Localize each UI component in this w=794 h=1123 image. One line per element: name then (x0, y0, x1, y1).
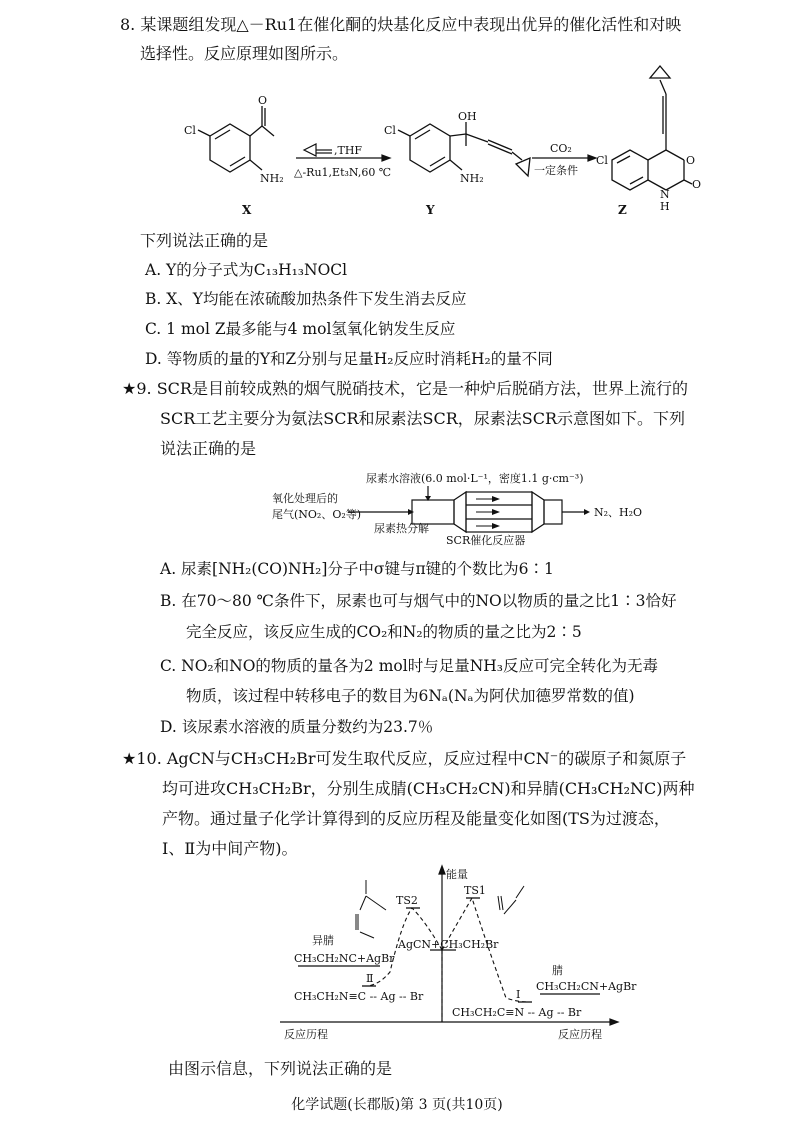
q9-output-label: N₂、H₂O (594, 506, 643, 519)
x-nh2-label: NH₂ (260, 172, 284, 185)
ts1-label: TS1 (464, 884, 486, 897)
q9-scr-diagram (270, 468, 670, 548)
iso-product-label: CH₃CH₂NC+AgBr (294, 952, 395, 965)
inter2-formula: CH₃CH₂N≡C -- Ag -- Br (294, 990, 424, 1003)
label-y: Y (426, 203, 435, 217)
q9-option-c-line2: 物质，该过程中转移电子的数目为6Nₐ(Nₐ为阿伏加德罗常数的值) (186, 687, 635, 705)
condition-label: 一定条件 (534, 164, 578, 177)
q10-prompt: 由图示信息，下列说法正确的是 (168, 1059, 393, 1078)
z-h-label: H (660, 200, 670, 213)
q9-urea-decomp-label: 尿素热分解 (374, 522, 429, 535)
y-nh2-label: NH₂ (460, 172, 484, 185)
co2-label: CO₂ (550, 142, 572, 155)
q10-stem-line3: 产物。通过量子化学计算得到的反应历程及能量变化如图(TS为过渡态， (162, 809, 670, 828)
q9-stem-line3: 说法正确的是 (160, 439, 257, 458)
y-oh-label: OH (458, 110, 477, 123)
molecule-y (398, 122, 530, 176)
q9-option-c-line1: C. NO₂和NO的物质的量各为2 mol时与足量NH₃反应可完全转化为无毒 (160, 657, 658, 675)
nitrile-label: 腈 (552, 964, 563, 977)
start-state-label: AgCN+CH₃CH₂Br (398, 938, 499, 951)
page-footer: 化学试题(长郡版)第 3 页(共10页) (291, 1097, 503, 1113)
q8-option-c: C. 1 mol Z最多能与4 mol氢氧化钠发生反应 (145, 320, 456, 338)
q10-stem-line2: 均可进攻CH₃CH₂Br，分别生成腈(CH₃CH₂CN)和异腈(CH₃CH₂NC)两种 (162, 779, 695, 798)
molecule-x (198, 106, 274, 172)
q8-option-d: D. 等物质的量的Y和Z分别与足量H₂反应时消耗H₂的量不同 (145, 350, 553, 368)
q9-exhaust-label-2: 尾气(NO₂、O₂等) (272, 508, 362, 521)
q9-exhaust-label-1: 氧化处理后的 (272, 492, 338, 505)
molecule-z (612, 66, 692, 190)
q9-stem-line2: SCR工艺主要分为氨法SCR和尿素法SCR，尿素法SCR示意图如下。下列 (160, 409, 686, 428)
q9-option-b-line1: B. 在70～80 ℃条件下，尿素也可与烟气中的NO以物质的量之比1∶3恰好 (160, 592, 677, 610)
q8-option-a: A. Y的分子式为C₁₃H₁₃NOCl (145, 261, 348, 279)
q9-option-b-line2: 完全反应，该反应生成的CO₂和N₂的物质的量之比为2∶5 (186, 623, 582, 641)
label-z: Z (618, 203, 627, 217)
axis-right-label: 反应历程 (558, 1028, 602, 1041)
q10-energy-profile (280, 862, 637, 1042)
q9-urea-solution-label: 尿素水溶液(6.0 mol·L⁻¹，密度1.1 g·cm⁻³) (366, 472, 584, 485)
q8-prompt: 下列说法正确的是 (140, 231, 269, 250)
reagent-top: ,THF (334, 144, 363, 157)
x-cl-label: Cl (184, 124, 196, 137)
ts2-label: TS2 (396, 894, 418, 907)
inter2-label: Ⅱ (366, 972, 374, 985)
axis-left-label: 反应历程 (284, 1028, 328, 1041)
z-o-carbonyl-label: O (692, 178, 702, 191)
z-n-label: N (660, 188, 670, 201)
z-o-ring-label: O (686, 154, 696, 167)
q8-stem-line2: 选择性。反应原理如图所示。 (140, 44, 349, 63)
z-cl-label: Cl (596, 154, 608, 167)
x-o-label: O (258, 94, 268, 107)
q9-reactor-label: SCR催化反应器 (446, 534, 526, 547)
y-cl-label: Cl (384, 124, 396, 137)
isonitrile-label: 异腈 (312, 934, 334, 947)
energy-axis-label: 能量 (446, 868, 468, 881)
inter1-formula: CH₃CH₂C≡N -- Ag -- Br (452, 1006, 582, 1019)
q9-option-d: D. 该尿素水溶液的质量分数约为23.7％ (160, 718, 434, 736)
q8-reaction-scheme (170, 64, 710, 224)
q10-stem-line4: Ⅰ、Ⅱ为中间产物)。 (162, 839, 298, 858)
reagent-bottom: △-Ru1,Et₃N,60 ℃ (294, 166, 392, 179)
q9-stem-line1: ★9. SCR是目前较成熟的烟气脱硝技术，它是一种炉后脱硝方法，世界上流行的 (122, 379, 688, 398)
inter1-label: Ⅰ (516, 988, 521, 1001)
arrow-2 (532, 155, 596, 161)
q8-option-b: B. X、Y均能在浓硫酸加热条件下发生消去反应 (145, 290, 467, 308)
q9-option-a: A. 尿素[NH₂(CO)NH₂]分子中σ键与π键的个数比为6∶1 (160, 560, 554, 578)
nit-product-label: CH₃CH₂CN+AgBr (536, 980, 637, 993)
q8-stem-line1: 8. 某课题组发现△－Ru1在催化酮的炔基化反应中表现出优异的催化活性和对映 (120, 15, 682, 34)
label-x: X (242, 203, 252, 217)
q10-stem-line1: ★10. AgCN与CH₃CH₂Br可发生取代反应，反应过程中CN⁻的碳原子和氮原子 (122, 749, 687, 768)
